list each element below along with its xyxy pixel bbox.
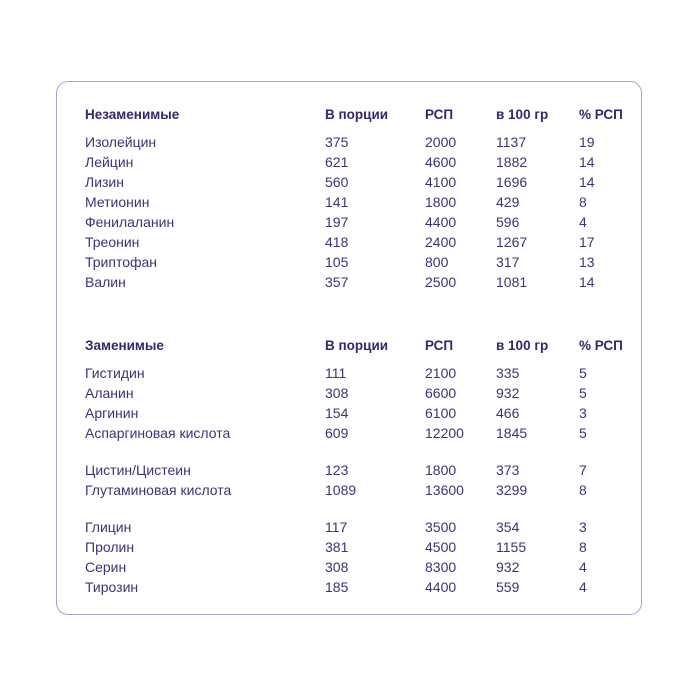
rda-percent-value: 13 [579, 254, 595, 270]
amino-acid-name: Серин [85, 559, 127, 575]
rda-value: 2100 [425, 365, 457, 381]
per-serving-value: 308 [325, 559, 349, 575]
rda-percent-value: 14 [579, 274, 595, 290]
per-serving-value: 1089 [325, 482, 357, 498]
amino-acid-name: Цистин/Цистеин [85, 462, 191, 478]
header-per-100g: в 100 гр [496, 338, 549, 353]
table-row [85, 275, 645, 295]
table-row [85, 195, 645, 215]
rda-percent-value: 4 [579, 214, 587, 230]
rda-percent-value: 14 [579, 154, 595, 170]
amino-acid-name: Лизин [85, 174, 124, 190]
per-100g-value: 3299 [496, 482, 528, 498]
amino-acid-name: Треонин [85, 234, 140, 250]
per-100g-value: 932 [496, 559, 520, 575]
rda-value: 4500 [425, 539, 457, 555]
rda-value: 1800 [425, 462, 457, 478]
table-row [85, 155, 645, 175]
amino-acid-name: Пролин [85, 539, 135, 555]
rda-value: 2000 [425, 134, 457, 150]
amino-acid-name: Аланин [85, 385, 134, 401]
table-header [85, 107, 645, 129]
per-100g-value: 1267 [496, 234, 528, 250]
per-100g-value: 317 [496, 254, 520, 270]
header-rda-percent: % РСП [579, 107, 623, 122]
per-100g-value: 1845 [496, 425, 528, 441]
rda-value: 4400 [425, 579, 457, 595]
rda-value: 12200 [425, 425, 464, 441]
per-100g-value: 466 [496, 405, 520, 421]
essential-amino-acids-table [85, 107, 645, 295]
rda-percent-value: 5 [579, 425, 587, 441]
table-row [85, 520, 645, 540]
table-row [85, 580, 645, 600]
rda-percent-value: 5 [579, 365, 587, 381]
amino-acid-name: Глицин [85, 519, 132, 535]
table-row [85, 560, 645, 580]
per-serving-value: 117 [325, 519, 348, 535]
rda-percent-value: 8 [579, 194, 587, 210]
rda-percent-value: 3 [579, 405, 587, 421]
rda-value: 2400 [425, 234, 457, 250]
header-rda: РСП [425, 107, 454, 122]
per-serving-value: 560 [325, 174, 349, 190]
header-rda: РСП [425, 338, 454, 353]
rda-value: 6100 [425, 405, 457, 421]
table-row [85, 366, 645, 386]
rda-value: 13600 [425, 482, 464, 498]
per-100g-value: 596 [496, 214, 520, 230]
per-100g-value: 1696 [496, 174, 528, 190]
table-row [85, 175, 645, 195]
amino-acid-name: Изолейцин [85, 134, 157, 150]
rda-percent-value: 19 [579, 134, 595, 150]
rda-value: 6600 [425, 385, 457, 401]
rda-value: 1800 [425, 194, 457, 210]
rda-value: 4600 [425, 154, 457, 170]
nonessential-amino-acids-table [85, 338, 645, 600]
per-serving-value: 418 [325, 234, 349, 250]
per-serving-value: 123 [325, 462, 349, 478]
per-100g-value: 1081 [496, 274, 528, 290]
rda-percent-value: 5 [579, 385, 587, 401]
amino-acid-name: Тирозин [85, 579, 139, 595]
header-per-serving: В порции [325, 338, 389, 353]
per-serving-value: 111 [325, 365, 347, 381]
table-row [85, 483, 645, 520]
table-row [85, 255, 645, 275]
per-100g-value: 373 [496, 462, 520, 478]
per-serving-value: 609 [325, 425, 349, 441]
per-100g-value: 1882 [496, 154, 528, 170]
table-row [85, 540, 645, 560]
per-serving-value: 357 [325, 274, 349, 290]
rda-percent-value: 8 [579, 482, 587, 498]
header-name: Незаменимые [85, 107, 180, 122]
per-serving-value: 185 [325, 579, 349, 595]
rda-value: 8300 [425, 559, 457, 575]
per-serving-value: 141 [325, 194, 349, 210]
per-serving-value: 197 [325, 214, 349, 230]
rda-value: 3500 [425, 519, 457, 535]
rda-value: 4400 [425, 214, 457, 230]
per-100g-value: 932 [496, 385, 520, 401]
amino-acid-name: Фенилаланин [85, 214, 175, 230]
table-row [85, 235, 645, 255]
header-rda-percent: % РСП [579, 338, 623, 353]
per-100g-value: 1155 [496, 539, 527, 555]
per-serving-value: 105 [325, 254, 349, 270]
header-name: Заменимые [85, 338, 164, 353]
per-serving-value: 621 [325, 154, 349, 170]
rda-percent-value: 14 [579, 174, 595, 190]
amino-acid-name: Лейцин [85, 154, 134, 170]
table-row [85, 135, 645, 155]
amino-acid-name: Гистидин [85, 365, 145, 381]
table-row [85, 463, 645, 483]
per-100g-value: 429 [496, 194, 520, 210]
per-100g-value: 559 [496, 579, 520, 595]
rda-percent-value: 7 [579, 462, 587, 478]
per-100g-value: 1137 [496, 134, 527, 150]
rda-percent-value: 4 [579, 579, 587, 595]
rda-percent-value: 8 [579, 539, 587, 555]
per-serving-value: 381 [325, 539, 349, 555]
table-row [85, 386, 645, 406]
rda-percent-value: 3 [579, 519, 587, 535]
rda-value: 2500 [425, 274, 457, 290]
header-per-100g: в 100 гр [496, 107, 549, 122]
rda-percent-value: 4 [579, 559, 587, 575]
per-serving-value: 308 [325, 385, 349, 401]
table-header [85, 338, 645, 360]
per-100g-value: 335 [496, 365, 520, 381]
amino-acid-name: Метионин [85, 194, 150, 210]
amino-acid-name: Аргинин [85, 405, 139, 421]
rda-value: 800 [425, 254, 449, 270]
rda-percent-value: 17 [579, 234, 595, 250]
amino-acid-card [56, 81, 642, 615]
rda-value: 4100 [425, 174, 457, 190]
per-serving-value: 375 [325, 134, 349, 150]
table-row [85, 406, 645, 426]
per-100g-value: 354 [496, 519, 520, 535]
amino-acid-name: Валин [85, 274, 126, 290]
table-row [85, 215, 645, 235]
table-row [85, 426, 645, 463]
amino-acid-name: Глутаминовая кислота [85, 482, 232, 498]
per-serving-value: 154 [325, 405, 349, 421]
amino-acid-name: Аспаргиновая кислота [85, 425, 231, 441]
amino-acid-name: Триптофан [85, 254, 158, 270]
header-per-serving: В порции [325, 107, 389, 122]
